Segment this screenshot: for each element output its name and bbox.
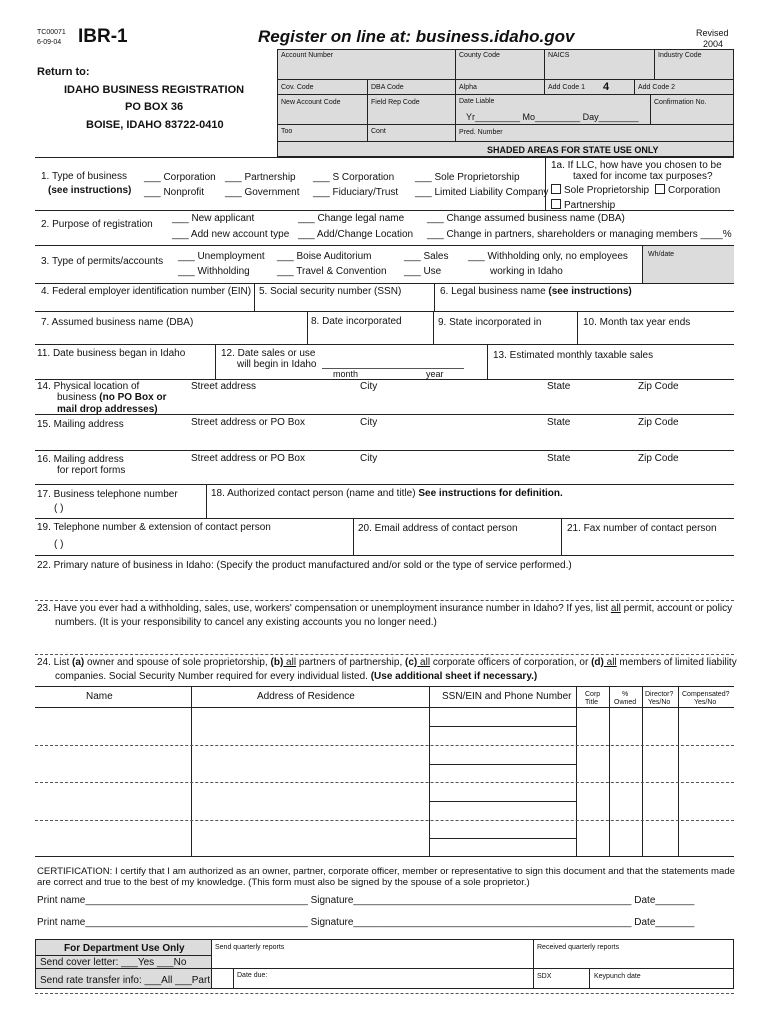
return-to-label: Return to: [37, 66, 90, 78]
cov-code-label: Cov. Code [281, 84, 314, 91]
dept-keypunch-date: Keypunch date [594, 973, 641, 980]
shaded-areas-note: SHADED AREAS FOR STATE USE ONLY [487, 145, 659, 155]
sales-begin-input[interactable] [322, 355, 464, 367]
f6-legal-name-label: 6. Legal business name (see instructions) [440, 286, 632, 297]
q3-label: 3. Type of permits/accounts [41, 256, 164, 267]
add-code-2-label: Add Code 2 [638, 84, 675, 91]
f23-prior-accounts-label2: numbers. (It is your responsibility to cancel any existing accounts you no longer need.) [55, 617, 437, 628]
owners-table-row[interactable] [36, 708, 734, 745]
contact-fax-input[interactable] [563, 537, 733, 552]
f16-zip-label: Zip Code [638, 453, 679, 464]
prior-accounts-input[interactable] [37, 632, 731, 652]
mailing-address-input[interactable] [190, 430, 730, 446]
q2-opt-change-legal-name[interactable]: ___ Change legal name [298, 213, 405, 224]
dba-input[interactable] [36, 330, 306, 342]
q3-opt-use[interactable]: ___ Use [404, 266, 442, 277]
owners-col-compensated: Compensated? [682, 691, 730, 698]
signature-line-1[interactable]: Print name________________________________________ Signature__________________________________________________ Date_______ [37, 895, 695, 906]
f15-mailing-address-label: 15. Mailing address [37, 419, 124, 430]
owners-col-name: Name [86, 691, 113, 702]
q2-opt-new-applicant[interactable]: ___ New applicant [172, 213, 255, 224]
alpha-label: Alpha [459, 84, 477, 91]
f9-state-incorporated-label: 9. State incorporated in [438, 317, 542, 328]
f14-physical-location-label3: mail drop addresses) [57, 404, 158, 415]
q1-opt-fiduciary-trust[interactable]: ___ Fiduciary/Trust [313, 187, 399, 198]
date-liable-line: Yr_________ Mo_________ Day________ [466, 112, 639, 122]
checkbox-icon[interactable] [655, 184, 665, 194]
new-account-code-label: New Account Code [281, 99, 341, 106]
revised-label: Revised [696, 28, 729, 38]
q1a-opt-sole-proprietorship[interactable]: Sole Proprietorship [551, 184, 649, 197]
q3-working-in-idaho: working in Idaho [490, 266, 563, 277]
q1a-llc-question-line2: taxed for income tax purposes? [573, 171, 713, 182]
legal-name-input[interactable] [436, 298, 733, 310]
f12-sales-begin-label: 12. Date sales or use [221, 348, 316, 359]
add-code-1-label: Add Code 1 [548, 84, 585, 91]
q1-opt-llc[interactable]: ___ Limited Liability Company [415, 187, 549, 198]
f4-ein-label: 4. Federal employer identification number (EIN) [41, 286, 252, 297]
f12-year-label: year [426, 369, 444, 379]
checkbox-icon[interactable] [551, 199, 561, 209]
add-code-1-value: 4 [603, 81, 610, 93]
f15-street-label: Street address or PO Box [191, 417, 305, 428]
dept-received-quarterly: Received quarterly reports [537, 944, 620, 951]
physical-location-input[interactable] [190, 394, 730, 412]
q1-opt-sole-proprietorship[interactable]: ___ Sole Proprietorship [415, 172, 520, 183]
f16-street-label: Street address or PO Box [191, 453, 305, 464]
f16-state-label: State [547, 453, 571, 464]
f21-fax-label: 21. Fax number of contact person [567, 523, 717, 534]
q1a-opt-partnership[interactable]: Partnership [551, 199, 615, 212]
q1-opt-nonprofit[interactable]: ___ Nonprofit [144, 187, 205, 198]
dept-send-quarterly: Send quarterly reports [215, 944, 285, 951]
owners-col-owned: Owned [614, 699, 637, 706]
account-number-label: Account Number [281, 52, 334, 59]
q1-opt-partnership[interactable]: ___ Partnership [225, 172, 296, 183]
nature-of-business-input[interactable] [37, 575, 731, 597]
owners-col-title: Title [585, 699, 598, 706]
contact-email-input[interactable] [355, 537, 559, 552]
f15-city-label: City [360, 417, 378, 428]
q2-opt-change-partners[interactable]: ___ Change in partners, shareholders or managing members ____% [427, 229, 732, 240]
contact-person-input[interactable] [208, 501, 732, 516]
date-liable-label: Date Liable [459, 98, 495, 105]
f8-date-incorporated-label: 8. Date incorporated [311, 316, 402, 327]
q1-label: 1. Type of business [41, 171, 127, 182]
state-incorporated-input[interactable] [435, 330, 576, 342]
business-phone-input[interactable] [80, 502, 204, 516]
f20-email-label: 20. Email address of contact person [358, 523, 518, 534]
too-label: Too [281, 128, 293, 135]
industry-code-label: Industry Code [658, 52, 702, 59]
f5-ssn-label: 5. Social security number (SSN) [259, 286, 402, 297]
q3-opt-withholding[interactable]: ___ Withholding [178, 266, 250, 277]
pred-number-label: Pred. Number [459, 129, 503, 136]
f23-prior-accounts-label: 23. Have you ever had a withholding, sales, use, workers' compensation or unemployment insurance number in Idaho? If yes, list all permit, account or policy [37, 603, 733, 614]
q1-opt-government[interactable]: ___ Government [225, 187, 300, 198]
q3-opt-unemployment[interactable]: ___ Unemployment [178, 251, 265, 262]
owners-col-corp: Corp [585, 691, 601, 698]
q1a-opt-corporation[interactable]: Corporation [655, 184, 720, 197]
f7-dba-label: 7. Assumed business name (DBA) [41, 317, 194, 328]
f16-report-mailing-label2: for report forms [57, 465, 126, 476]
county-code-label: County Code [459, 52, 500, 59]
whdate-label: Wh/date [648, 251, 675, 258]
owners-col-ssn: SSN/EIN and Phone Number [442, 691, 572, 702]
owners-table-row[interactable] [36, 821, 734, 856]
f17-business-phone-label: 17. Business telephone number [37, 489, 178, 500]
return-address-line1: IDAHO BUSINESS REGISTRATION [64, 84, 245, 96]
f14-zip-label: Zip Code [638, 381, 679, 392]
return-address-line3: BOISE, IDAHO 83722-0410 [86, 119, 224, 131]
dept-date-due: Date due: [237, 972, 268, 979]
form-title: IBR-1 [78, 26, 128, 47]
f18-contact-person-label: 18. Authorized contact person (name and title) See instructions for definition. [211, 488, 563, 499]
f13-monthly-sales-label: 13. Estimated monthly taxable sales [493, 350, 654, 361]
f24-owners-instructions2: companies. Social Security Number required for every individual listed. (Use additional sheet if necessary.) [55, 671, 538, 682]
f19-area-code-parens: ( ) [54, 539, 64, 550]
owners-col-director: Director? [645, 691, 674, 698]
q2-opt-change-dba[interactable]: ___ Change assumed business name (DBA) [427, 213, 625, 224]
field-rep-code-label: Field Rep Code [371, 99, 420, 106]
q2-label: 2. Purpose of registration [41, 219, 153, 230]
owners-col-compensated-yn: Yes/No [694, 699, 717, 706]
f11-date-began-label: 11. Date business began in Idaho [37, 348, 186, 359]
q1a-llc-question: 1a. If LLC, how have you chosen to be [551, 160, 722, 171]
revised-year: 2004 [703, 39, 724, 49]
q1-see-instructions: (see instructions) [48, 185, 132, 196]
f10-tax-year-label: 10. Month tax year ends [583, 317, 691, 328]
q3-opt-sales[interactable]: ___ Sales [404, 251, 449, 262]
f15-zip-label: Zip Code [638, 417, 679, 428]
tax-year-end-input[interactable] [579, 330, 733, 342]
dept-use-title: For Department Use Only [64, 943, 185, 954]
dept-sdx: SDX [537, 973, 552, 980]
f14-state-label: State [547, 381, 571, 392]
q3-opt-travel-convention[interactable]: ___ Travel & Convention [277, 266, 387, 277]
owners-col-director-yn: Yes/No [648, 699, 671, 706]
register-online-text: Register on line at: business.idaho.gov [258, 27, 575, 46]
certification-text2: are correct and true to the best of my knowledge. (This form must also be signed by the spouse of a sole proprietor.) [37, 877, 530, 888]
return-address-line2: PO BOX 36 [125, 101, 184, 113]
f16-report-mailing-label: 16. Mailing address [37, 454, 124, 465]
f24-owners-instructions: 24. List (a) owner and spouse of sole proprietorship, (b) all partners of partnership, (c) all corporate officers of corporation, or (d) all members of limited liability [37, 657, 737, 668]
q1-opt-corporation[interactable]: ___ Corporation [144, 172, 216, 183]
q3-opt-boise-auditorium[interactable]: ___ Boise Auditorium [277, 251, 372, 262]
owners-table-row[interactable] [36, 783, 734, 820]
f14-physical-location-label2: business (no PO Box or [57, 392, 167, 403]
f14-physical-location-label: 14. Physical location of [37, 381, 140, 392]
form-date: 6-09-04 [37, 39, 62, 46]
f14-city-label: City [360, 381, 378, 392]
f14-street-label: Street address [191, 381, 257, 392]
date-incorporated-input[interactable] [309, 330, 432, 342]
dba-code-label: DBA Code [371, 84, 404, 91]
owners-col-pct: % [622, 691, 629, 698]
cont-label: Cont [371, 128, 386, 135]
ssn-input[interactable] [256, 298, 433, 310]
q2-opt-add-account-type[interactable]: ___ Add new account type [172, 229, 290, 240]
report-mailing-address-input[interactable] [190, 466, 730, 480]
naics-label: NAICS [548, 52, 570, 59]
f17-area-code-parens: ( ) [54, 503, 64, 514]
form-code: TC00071 [37, 29, 66, 36]
certification-text: CERTIFICATION: I certify that I am authorized as an owner, partner, corporate officer, member or representative to sign this document and that the statements made [37, 866, 736, 877]
q2-opt-add-change-location[interactable]: ___ Add/Change Location [298, 229, 414, 240]
checkbox-icon[interactable] [551, 184, 561, 194]
ein-input[interactable] [36, 298, 253, 310]
dept-cover-letter: Send cover letter: ___Yes ___No [40, 957, 187, 968]
f12-sales-begin-label2: will begin in Idaho [237, 359, 317, 370]
q3-opt-withholding-only[interactable]: ___ Withholding only, no employees [468, 251, 628, 262]
contact-phone-input[interactable] [80, 537, 352, 552]
owners-table-row[interactable] [36, 746, 734, 782]
signature-line-2[interactable]: Print name________________________________________ Signature__________________________________________________ Date_______ [37, 917, 695, 928]
f15-state-label: State [547, 417, 571, 428]
f19-contact-phone-label: 19. Telephone number & extension of contact person [37, 522, 271, 533]
f16-city-label: City [360, 453, 378, 464]
f22-nature-of-business-label: 22. Primary nature of business in Idaho: (Specify the product manufactured and/or sold or the type of service performed.) [37, 560, 572, 571]
q1-opt-s-corporation[interactable]: ___ S Corporation [313, 172, 395, 183]
owners-col-address: Address of Residence [257, 691, 355, 702]
f12-month-label: month [333, 369, 359, 379]
monthly-sales-input[interactable] [489, 363, 733, 377]
dept-rate-transfer: Send rate transfer info: ___All ___Part [40, 975, 211, 986]
confirmation-no-label: Confirmation No. [654, 99, 707, 106]
